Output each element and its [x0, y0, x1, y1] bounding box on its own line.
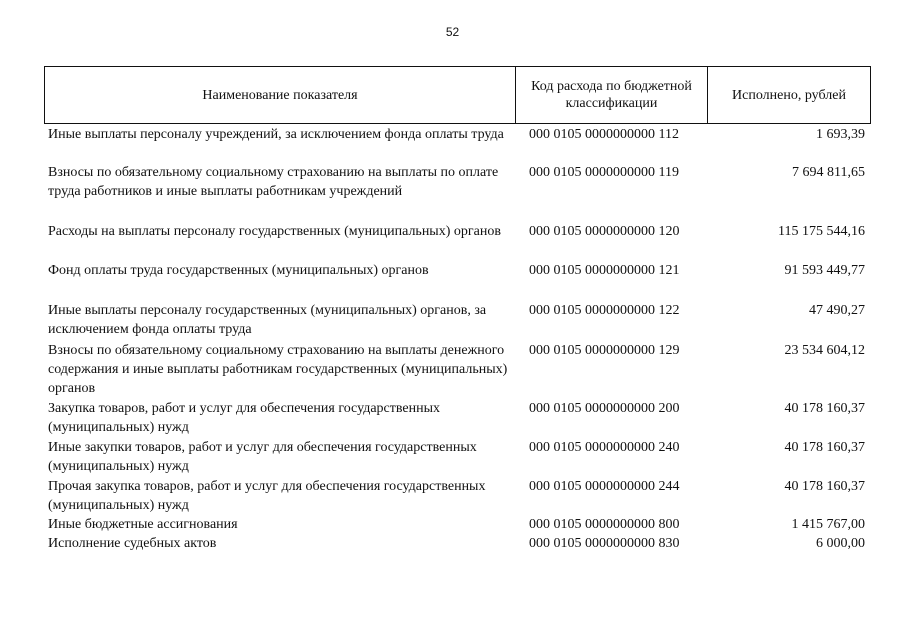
page-number: 52 — [445, 25, 460, 39]
row-indicator-name: Иные закупки товаров, работ и услуг для обеспечения государственных (муниципальных) нужд — [48, 440, 477, 474]
row-indicator-name: Взносы по обязательному социальному страхованию на выплаты по оплате труда работников и иные выплаты работникам учреждений — [48, 165, 499, 199]
row-indicator-name: Фонд оплаты труда государственных (муниципальных) органов — [48, 263, 429, 278]
table-row — [44, 261, 870, 301]
table-row — [44, 125, 870, 163]
row-executed-amount: 40 178 160,37 — [784, 401, 865, 416]
table-row — [44, 222, 870, 261]
row-executed-amount: 47 490,27 — [809, 303, 865, 318]
row-executed-amount: 23 534 604,12 — [784, 343, 865, 358]
row-budget-code: 000 0105 0000000000 800 — [529, 517, 680, 532]
header-indicator-name: Наименование показателя — [45, 67, 516, 124]
table-header — [44, 66, 871, 124]
row-executed-amount: 1 693,39 — [816, 127, 865, 142]
row-indicator-name: Прочая закупка товаров, работ и услуг для обеспечения государственных (муниципальных) нужд — [48, 479, 486, 513]
row-budget-code: 000 0105 0000000000 200 — [529, 401, 680, 416]
table-body — [44, 125, 870, 553]
table-row — [44, 515, 870, 534]
row-executed-amount: 7 694 811,65 — [792, 165, 865, 180]
row-budget-code: 000 0105 0000000000 119 — [529, 165, 679, 180]
row-budget-code: 000 0105 0000000000 830 — [529, 536, 680, 551]
table-row — [44, 477, 870, 515]
row-indicator-name: Расходы на выплаты персоналу государственных (муниципальных) органов — [48, 224, 501, 239]
row-indicator-name: Взносы по обязательному социальному страхованию на выплаты денежного содержания и иные выплаты работникам государственных (муниципальных) органов — [48, 343, 508, 396]
row-indicator-name: Иные выплаты персоналу учреждений, за исключением фонда оплаты труда — [48, 127, 504, 142]
table-row — [44, 534, 870, 553]
row-indicator-name: Иные выплаты персоналу государственных (муниципальных) органов, за исключением фонда оплаты труда — [48, 303, 487, 337]
row-executed-amount: 115 175 544,16 — [778, 224, 865, 239]
row-budget-code: 000 0105 0000000000 244 — [529, 479, 680, 494]
row-executed-amount: 6 000,00 — [816, 536, 865, 551]
table-row — [44, 301, 870, 341]
row-budget-code: 000 0105 0000000000 129 — [529, 343, 680, 358]
row-indicator-name: Иные бюджетные ассигнования — [48, 517, 238, 532]
header-budget-code: Код расхода по бюджетной классификации — [516, 67, 708, 124]
table-row — [44, 341, 870, 399]
row-budget-code: 000 0105 0000000000 122 — [529, 303, 680, 318]
row-budget-code: 000 0105 0000000000 121 — [529, 263, 680, 278]
row-budget-code: 000 0105 0000000000 120 — [529, 224, 680, 239]
row-budget-code: 000 0105 0000000000 112 — [529, 127, 679, 142]
table-row — [44, 399, 870, 438]
row-executed-amount: 91 593 449,77 — [784, 263, 865, 278]
row-indicator-name: Исполнение судебных актов — [48, 536, 217, 551]
row-indicator-name: Закупка товаров, работ и услуг для обеспечения государственных (муниципальных) нужд — [48, 401, 441, 435]
row-executed-amount: 40 178 160,37 — [784, 479, 865, 494]
table-row — [44, 438, 870, 477]
row-budget-code: 000 0105 0000000000 240 — [529, 440, 680, 455]
row-executed-amount: 1 415 767,00 — [791, 517, 865, 532]
table-row — [44, 163, 870, 222]
row-executed-amount: 40 178 160,37 — [784, 440, 865, 455]
header-executed-amount: Исполнено, рублей — [708, 67, 871, 124]
